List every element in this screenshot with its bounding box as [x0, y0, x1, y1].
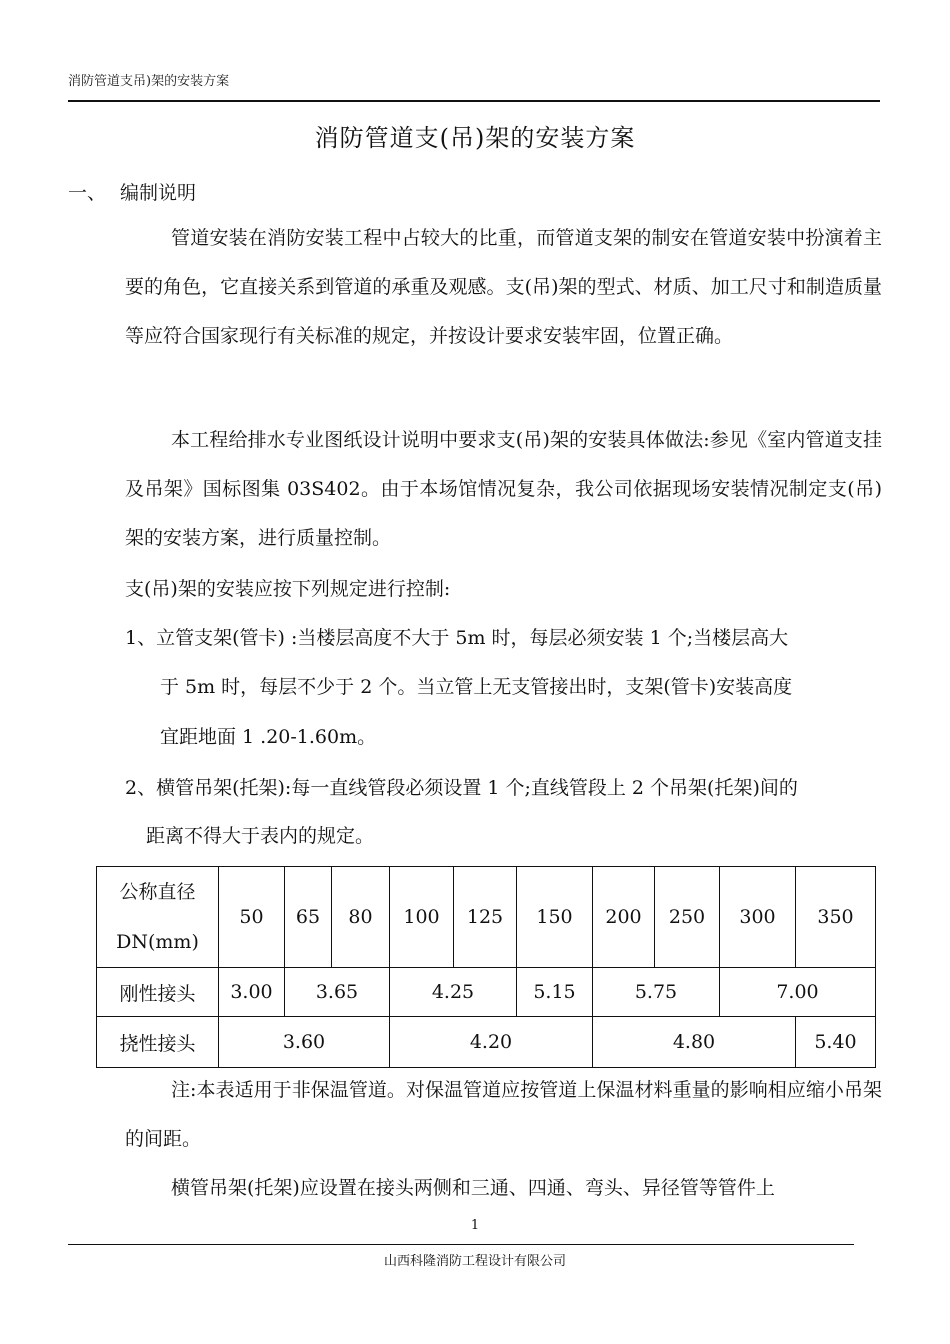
header-rule [68, 100, 880, 102]
list-item-2-line-2: 距离不得大于表内的规定。 [146, 825, 375, 847]
dn-cell: 300 [720, 867, 796, 968]
dn-cell: 100 [390, 867, 454, 968]
rigid-label-cell: 刚性接头 [97, 968, 219, 1017]
section-heading [68, 178, 196, 205]
rigid-cell: 5.15 [517, 968, 593, 1017]
document-title: 消防管道支(吊)架的安装方案 [314, 124, 636, 152]
flex-cell: 4.20 [390, 1017, 593, 1068]
table-row-flex [97, 1017, 876, 1068]
list-item-1-line-3: 宜距地面 1 .20-1.60m。 [160, 726, 377, 748]
dn-cell: 250 [655, 867, 720, 968]
flex-label-cell: 挠性接头 [97, 1017, 219, 1068]
page-header: 消防管道支吊)架的安装方案 [68, 74, 230, 89]
table-note: 注:本表适用于非保温管道。对保温管道应按管道上保温材料重量的影响相应缩小吊架的间距。 [125, 1079, 882, 1150]
paragraph-3: 支(吊)架的安装应按下列规定进行控制: [125, 578, 451, 600]
dn-label-line-2: DN(mm) [116, 931, 199, 953]
table-row-rigid [97, 968, 876, 1017]
rigid-cell: 3.65 [285, 968, 390, 1017]
spacing-table [96, 866, 876, 1068]
dn-cell: 350 [796, 867, 876, 968]
dn-cell: 65 [285, 867, 332, 968]
flex-cell: 4.80 [593, 1017, 796, 1068]
rigid-cell: 4.25 [390, 968, 517, 1017]
list-item-1-line-2: 于 5m 时，每层不少于 2 个。当立管上无支管接出时，支架(管卡)安装高度 [160, 676, 793, 698]
dn-cell: 125 [454, 867, 517, 968]
dn-label-cell [97, 867, 219, 968]
flex-cell: 3.60 [219, 1017, 390, 1068]
page-number: 1 [470, 1218, 480, 1233]
dn-cell: 200 [593, 867, 655, 968]
paragraph-1: 管道安装在消防安装工程中占较大的比重，而管道支架的制安在管道安装中扮演着主要的角色，它直接关系到管道的承重及观感。支(吊)架的型式、材质、加工尺寸和制造质量等应符合国家现行有关标准的规定，并按设计要求安装牢固，位置正确。 [125, 227, 882, 347]
rigid-cell: 3.00 [219, 968, 285, 1017]
dn-label-line-1: 公称直径 [119, 881, 196, 903]
section-title: 编制说明 [120, 182, 197, 204]
section-number: 一、 [68, 182, 107, 204]
list-item-2-line-1: 2、横管吊架(托架):每一直线管段必须设置 1 个;直线管段上 2 个吊架(托架)间的 [125, 777, 798, 799]
dn-cell: 150 [517, 867, 593, 968]
rigid-cell: 5.75 [593, 968, 720, 1017]
list-item-1-line-1: 1、立管支架(管卡) :当楼层高度不大于 5m 时，每层必须安装 1 个;当楼层高大 [125, 627, 789, 649]
dn-cell: 50 [219, 867, 285, 968]
footer-rule [68, 1244, 854, 1245]
flex-cell: 5.40 [796, 1017, 876, 1068]
paragraph-last: 横管吊架(托架)应设置在接头两侧和三通、四通、弯头、异径管等管件上 [171, 1177, 775, 1199]
table-row-dn [97, 867, 876, 968]
dn-cell: 80 [332, 867, 390, 968]
rigid-cell: 7.00 [720, 968, 876, 1017]
paragraph-2: 本工程给排水专业图纸设计说明中要求支(吊)架的安装具体做法:参见《室内管道支挂及吊架》国标图集 03S402。由于本场馆情况复杂，我公司依据现场安装情况制定支(吊)架的安装方案，进行质量控制。 [125, 429, 882, 549]
page-footer: 山西科隆消防工程设计有限公司 [383, 1254, 566, 1269]
